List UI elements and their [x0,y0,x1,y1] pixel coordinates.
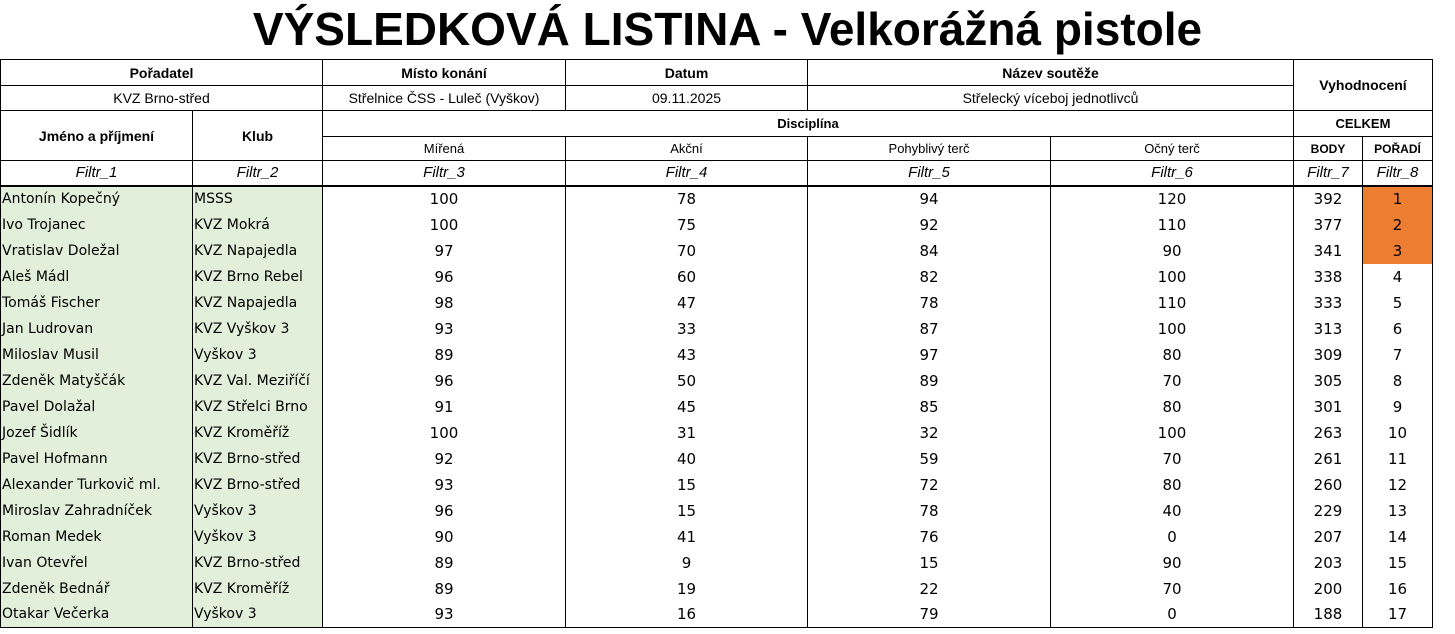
filter-2[interactable]: Filtr_2 [193,161,323,186]
table-row [1,446,1433,472]
row-discipline-2: 15 [566,472,808,498]
row-discipline-4: 110 [1051,290,1294,316]
row-rank: 2 [1363,212,1433,238]
organizer-label: Pořadatel [1,60,323,86]
table-row [1,290,1433,316]
table-row [1,602,1433,628]
row-rank: 15 [1363,550,1433,576]
table-row [1,342,1433,368]
row-discipline-2: 70 [566,238,808,264]
row-discipline-4: 90 [1051,238,1294,264]
row-discipline-3: 87 [808,316,1051,342]
row-discipline-2: 31 [566,420,808,446]
row-club: KVZ Napajedla [193,290,323,316]
row-discipline-2: 78 [566,186,808,212]
rank-header: POŘADÍ [1363,137,1433,161]
row-points: 200 [1294,576,1363,602]
row-club: KVZ Val. Meziříčí [193,368,323,394]
row-discipline-2: 41 [566,524,808,550]
row-name: Miroslav Zahradníček [1,498,193,524]
club-header: Klub [193,111,323,161]
row-rank: 17 [1363,602,1433,628]
row-points: 377 [1294,212,1363,238]
results-body [1,186,1433,628]
venue-label: Místo konání [323,60,566,86]
row-points: 263 [1294,420,1363,446]
filter-4[interactable]: Filtr_4 [566,161,808,186]
row-discipline-2: 15 [566,498,808,524]
table-row [1,186,1433,212]
row-discipline-4: 100 [1051,316,1294,342]
row-points: 260 [1294,472,1363,498]
competition-value: Střelecký víceboj jednotlivců [808,86,1294,111]
row-name: Roman Medek [1,524,193,550]
row-discipline-3: 78 [808,498,1051,524]
row-rank: 13 [1363,498,1433,524]
row-discipline-4: 70 [1051,368,1294,394]
row-points: 338 [1294,264,1363,290]
row-club: KVZ Kroměříž [193,420,323,446]
total-header: CELKEM [1294,111,1433,137]
row-points: 301 [1294,394,1363,420]
table-row [1,264,1433,290]
row-name: Otakar Večerka [1,602,193,628]
row-rank: 14 [1363,524,1433,550]
row-rank: 10 [1363,420,1433,446]
row-points: 305 [1294,368,1363,394]
row-discipline-2: 60 [566,264,808,290]
table-row [1,498,1433,524]
row-discipline-3: 76 [808,524,1051,550]
row-rank: 7 [1363,342,1433,368]
row-discipline-4: 70 [1051,446,1294,472]
row-discipline-1: 97 [323,238,566,264]
row-rank: 11 [1363,446,1433,472]
row-discipline-4: 40 [1051,498,1294,524]
row-points: 309 [1294,342,1363,368]
row-name: Ivan Otevřel [1,550,193,576]
row-rank: 3 [1363,238,1433,264]
points-header: BODY [1294,137,1363,161]
row-discipline-3: 84 [808,238,1051,264]
row-discipline-3: 72 [808,472,1051,498]
row-discipline-4: 100 [1051,420,1294,446]
row-name: Ivo Trojanec [1,212,193,238]
row-discipline-2: 47 [566,290,808,316]
row-discipline-3: 94 [808,186,1051,212]
row-points: 203 [1294,550,1363,576]
table-row [1,576,1433,602]
row-discipline-1: 89 [323,342,566,368]
table-row [1,472,1433,498]
row-discipline-3: 89 [808,368,1051,394]
row-name: Tomáš Fischer [1,290,193,316]
row-points: 333 [1294,290,1363,316]
row-discipline-1: 90 [323,524,566,550]
row-discipline-3: 79 [808,602,1051,628]
row-name: Aleš Mádl [1,264,193,290]
row-club: KVZ Napajedla [193,238,323,264]
row-discipline-3: 32 [808,420,1051,446]
discipline-4-header: Očný terč [1051,137,1294,161]
table-row [1,368,1433,394]
row-club: KVZ Mokrá [193,212,323,238]
row-points: 392 [1294,186,1363,212]
row-name: Pavel Dolažal [1,394,193,420]
row-discipline-4: 70 [1051,576,1294,602]
filter-1[interactable]: Filtr_1 [1,161,193,186]
row-rank: 8 [1363,368,1433,394]
row-club: Vyškov 3 [193,524,323,550]
row-discipline-3: 78 [808,290,1051,316]
table-row [1,420,1433,446]
row-club: KVZ Střelci Brno [193,394,323,420]
row-discipline-3: 82 [808,264,1051,290]
row-discipline-4: 120 [1051,186,1294,212]
row-points: 341 [1294,238,1363,264]
row-points: 261 [1294,446,1363,472]
discipline-2-header: Akční [566,137,808,161]
discipline-3-header: Pohyblivý terč [808,137,1051,161]
filter-7[interactable]: Filtr_7 [1294,161,1363,186]
table-row [1,550,1433,576]
row-name: Jozef Šidlík [1,420,193,446]
row-name: Vratislav Doležal [1,238,193,264]
row-rank: 4 [1363,264,1433,290]
row-discipline-1: 100 [323,212,566,238]
table-row [1,212,1433,238]
row-club: Vyškov 3 [193,342,323,368]
filter-5[interactable]: Filtr_5 [808,161,1051,186]
row-points: 229 [1294,498,1363,524]
row-discipline-1: 98 [323,290,566,316]
organizer-value: KVZ Brno-střed [1,86,323,111]
row-discipline-3: 85 [808,394,1051,420]
row-discipline-1: 89 [323,576,566,602]
row-rank: 5 [1363,290,1433,316]
row-discipline-4: 0 [1051,524,1294,550]
row-points: 188 [1294,602,1363,628]
row-discipline-3: 59 [808,446,1051,472]
row-name: Pavel Hofmann [1,446,193,472]
row-discipline-1: 96 [323,368,566,394]
row-discipline-4: 80 [1051,342,1294,368]
competition-label: Název soutěže [808,60,1294,86]
row-club: KVZ Brno-střed [193,446,323,472]
row-name: Zdeněk Bednář [1,576,193,602]
row-discipline-2: 75 [566,212,808,238]
date-label: Datum [566,60,808,86]
row-discipline-3: 97 [808,342,1051,368]
discipline-header: Disciplína [323,111,1294,137]
row-discipline-1: 89 [323,550,566,576]
row-discipline-4: 100 [1051,264,1294,290]
evaluation-label: Vyhodnocení [1294,60,1433,111]
filter-3[interactable]: Filtr_3 [323,161,566,186]
row-name: Antonín Kopečný [1,186,193,212]
row-discipline-3: 22 [808,576,1051,602]
row-discipline-1: 93 [323,602,566,628]
name-header: Jméno a příjmení [1,111,193,161]
filter-6[interactable]: Filtr_6 [1051,161,1294,186]
row-discipline-1: 96 [323,498,566,524]
row-discipline-4: 110 [1051,212,1294,238]
page-title: VÝSLEDKOVÁ LISTINA - Velkorážná pistole [252,3,1203,55]
row-discipline-1: 91 [323,394,566,420]
discipline-1-header: Mířená [323,137,566,161]
row-discipline-1: 93 [323,472,566,498]
row-discipline-3: 92 [808,212,1051,238]
table-row [1,238,1433,264]
row-club: KVZ Brno-střed [193,472,323,498]
row-points: 313 [1294,316,1363,342]
row-discipline-2: 50 [566,368,808,394]
row-name: Alexander Turkovič ml. [1,472,193,498]
row-rank: 1 [1363,186,1433,212]
row-discipline-2: 40 [566,446,808,472]
row-name: Miloslav Musil [1,342,193,368]
table-row [1,394,1433,420]
row-discipline-2: 16 [566,602,808,628]
filter-8[interactable]: Filtr_8 [1363,161,1433,186]
date-value: 09.11.2025 [566,86,808,111]
row-club: KVZ Brno Rebel [193,264,323,290]
row-discipline-4: 80 [1051,394,1294,420]
row-discipline-1: 93 [323,316,566,342]
row-discipline-2: 19 [566,576,808,602]
row-club: KVZ Kroměříž [193,576,323,602]
venue-value: Střelnice ČSS - Luleč (Vyškov) [323,86,566,111]
row-discipline-4: 80 [1051,472,1294,498]
row-discipline-2: 9 [566,550,808,576]
row-rank: 9 [1363,394,1433,420]
row-points: 207 [1294,524,1363,550]
row-discipline-2: 45 [566,394,808,420]
row-club: KVZ Brno-střed [193,550,323,576]
row-rank: 12 [1363,472,1433,498]
row-name: Zdeněk Matyščák [1,368,193,394]
row-discipline-2: 43 [566,342,808,368]
results-table [0,59,1433,628]
row-discipline-4: 0 [1051,602,1294,628]
row-discipline-1: 100 [323,420,566,446]
row-discipline-3: 15 [808,550,1051,576]
row-discipline-2: 33 [566,316,808,342]
row-club: KVZ Vyškov 3 [193,316,323,342]
table-row [1,316,1433,342]
row-discipline-1: 92 [323,446,566,472]
row-club: Vyškov 3 [193,602,323,628]
row-discipline-4: 90 [1051,550,1294,576]
row-discipline-1: 96 [323,264,566,290]
row-rank: 6 [1363,316,1433,342]
row-club: MSSS [193,186,323,212]
table-row [1,524,1433,550]
row-discipline-1: 100 [323,186,566,212]
row-rank: 16 [1363,576,1433,602]
row-name: Jan Ludrovan [1,316,193,342]
row-club: Vyškov 3 [193,498,323,524]
